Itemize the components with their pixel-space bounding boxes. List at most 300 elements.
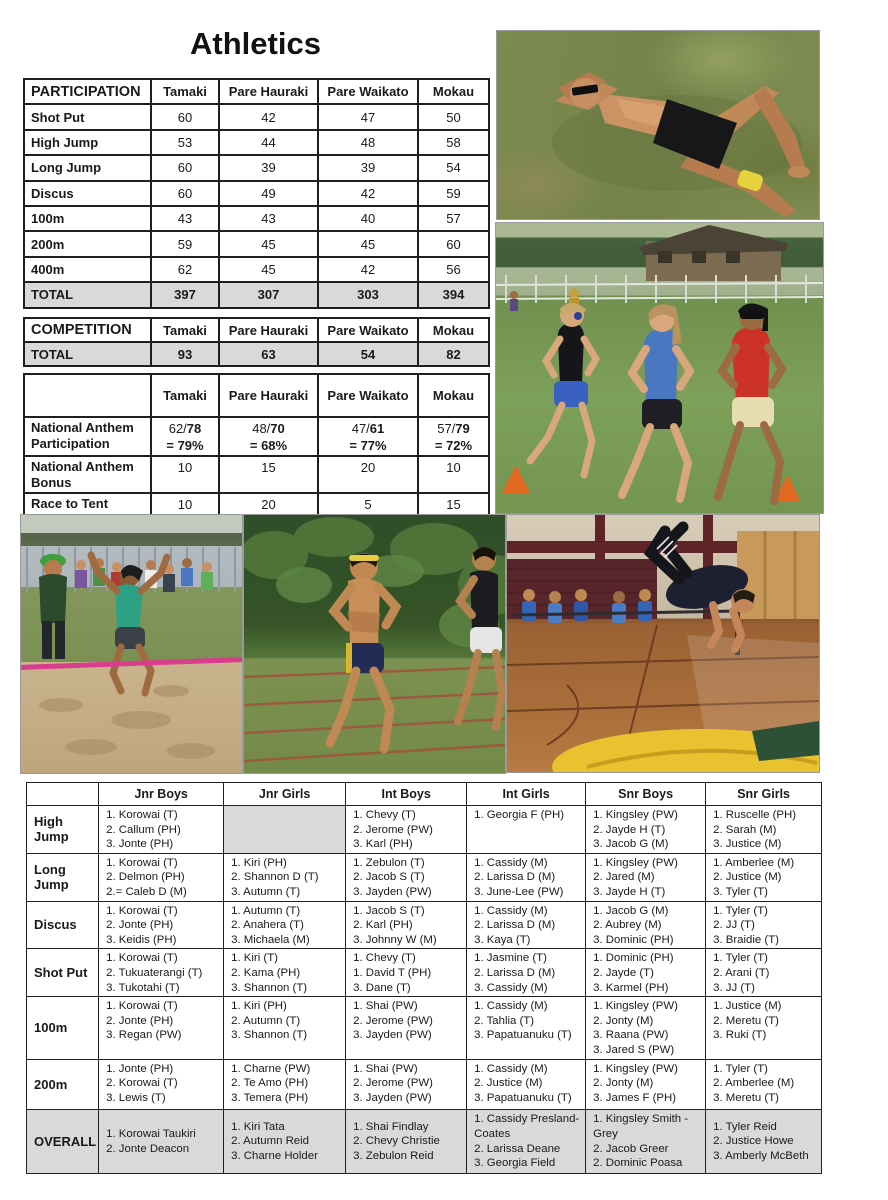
placing-line: 3. Jayden (PW)	[353, 885, 432, 898]
results-row	[27, 997, 822, 1059]
placing-line: 2. Jerome (PW)	[353, 823, 433, 836]
placing-line: 3. Jayden (PW)	[353, 1091, 432, 1104]
placing-line: 2. Jared (M)	[593, 871, 655, 884]
fraction-line	[325, 420, 411, 437]
results-row	[27, 901, 822, 949]
value-cell: 10	[151, 493, 219, 515]
placing-line: 1. Shai (PW)	[353, 1000, 418, 1013]
placing-line: 2. Tahlia (T)	[474, 1014, 535, 1027]
placing-line: 2. Justice (M)	[474, 1077, 543, 1090]
fraction-cell	[418, 417, 489, 456]
results-column-header: Snr Girls	[706, 783, 822, 806]
placings-cell	[467, 997, 586, 1059]
placing-line: 3. Jared S (PW)	[593, 1043, 675, 1056]
placing-line: 3. Tukotahi (T)	[106, 981, 180, 994]
placings-cell	[224, 853, 346, 901]
placing-line: 1. Korowai (T)	[106, 856, 178, 869]
placing-line: 1. Shai Findlay	[353, 1120, 429, 1133]
placing-line: 2. Arani (T)	[713, 966, 770, 979]
value-cell: 57	[418, 206, 489, 231]
placing-line: 2. Jerome (PW)	[353, 1077, 433, 1090]
column-header-pare-waikato: Pare Waikato	[318, 318, 418, 342]
placing-line: 3. Lewis (T)	[106, 1091, 166, 1104]
placing-line: 2. Larissa D (M)	[474, 871, 556, 884]
table-title-cell: COMPETITION	[24, 318, 151, 342]
placing-line: 1. Chevy (T)	[353, 809, 416, 821]
placing-line: 3. Cassidy (M)	[474, 981, 548, 994]
placing-line: 1. Kingsley (PW)	[593, 809, 678, 821]
placings-cell	[467, 901, 586, 949]
table-row	[24, 282, 489, 307]
value-cell: 82	[418, 342, 489, 366]
results-row	[27, 1109, 822, 1173]
value-cell: 60	[418, 231, 489, 256]
placings-cell	[99, 1109, 224, 1173]
results-column-header: Jnr Girls	[224, 783, 346, 806]
placing-line: 2. Autumn Reid	[231, 1135, 310, 1148]
fraction-bold: 79	[455, 421, 470, 436]
table-row	[24, 104, 489, 129]
placing-line: 1. Kiri (PH)	[231, 1000, 287, 1013]
value-cell: 45	[219, 231, 318, 256]
row-label: National Anthem Bonus	[24, 456, 151, 493]
placing-line: 1. Tyler (T)	[713, 1062, 768, 1075]
fraction-result: = 68%	[249, 438, 288, 453]
value-cell: 53	[151, 130, 219, 155]
placing-line: 2. Tukuaterangi (T)	[106, 966, 203, 979]
value-cell: 58	[418, 130, 489, 155]
placings-cell	[586, 997, 706, 1059]
fraction-result: = 79%	[166, 438, 204, 453]
value-cell: 59	[151, 231, 219, 256]
placing-line: 1. Jacob G (M)	[593, 904, 669, 917]
athlete-lying-illustration	[497, 31, 819, 219]
anthem-bonus-table	[23, 373, 490, 516]
value-cell: 54	[318, 342, 418, 366]
column-header-mokau: Mokau	[418, 79, 489, 104]
placing-line: 2. Larissa D (M)	[474, 919, 556, 932]
placing-line: 2. Larissa D (M)	[474, 966, 556, 979]
placing-line: 2. Justice (M)	[713, 871, 782, 884]
fraction-plain: 48/	[252, 421, 271, 436]
placing-line: 1. Georgia F (PH)	[474, 809, 565, 821]
placing-line: 1. Zebulon (T)	[353, 856, 425, 869]
placings-cell	[467, 1059, 586, 1109]
results-row	[27, 806, 822, 854]
placing-line: 3. Kaya (T)	[474, 933, 531, 946]
placing-line: 3. Jayden (PW)	[353, 1029, 432, 1042]
column-header-tamaki: Tamaki	[151, 374, 219, 417]
value-cell: 47	[318, 104, 418, 129]
placing-line: 1. Kiri Tata	[231, 1120, 285, 1133]
placing-line: 3. Dane (T)	[353, 981, 411, 994]
placings-cell	[586, 806, 706, 854]
placing-line: 2. Dominic Poasa	[593, 1157, 683, 1170]
placings-cell	[586, 1109, 706, 1173]
placing-line: 3. Keidis (PH)	[106, 933, 177, 946]
value-cell: 56	[418, 257, 489, 282]
fraction-bold: 70	[270, 421, 285, 436]
placing-line: 1. Cassidy (M)	[474, 1062, 548, 1075]
placing-line: 1. Tyler Reid	[713, 1120, 777, 1133]
placing-line: 2. Aubrey (M)	[593, 919, 662, 932]
placing-line: 3. Autumn (T)	[231, 885, 301, 898]
table-row	[24, 130, 489, 155]
placings-cell	[99, 853, 224, 901]
placing-line: 2. Autumn (T)	[231, 1014, 301, 1027]
results-row-label: Long Jump	[27, 853, 99, 901]
table-row	[24, 342, 489, 366]
placing-line: 1. David T (PH)	[353, 966, 432, 979]
value-cell: 20	[318, 456, 418, 493]
placing-line: 2. Jerome (PW)	[353, 1014, 433, 1027]
placing-line: 1. Cassidy (M)	[474, 1000, 548, 1013]
placing-line: 3. Georgia Field	[474, 1157, 556, 1170]
value-cell: 15	[418, 493, 489, 515]
photo-high-jump-backflip	[506, 514, 820, 773]
column-header-pare-waikato: Pare Waikato	[318, 79, 418, 104]
results-row-label: Shot Put	[27, 949, 99, 997]
placing-line: 2. Shannon D (T)	[231, 871, 319, 884]
placing-line: 2. Jonte (PH)	[106, 1014, 174, 1027]
column-header-mokau: Mokau	[418, 374, 489, 417]
fraction-result: = 72%	[434, 438, 473, 453]
fraction-line	[425, 420, 482, 437]
table-row	[24, 257, 489, 282]
value-cell: 42	[219, 104, 318, 129]
placing-line: 1. Korowai (T)	[106, 952, 178, 965]
placings-cell	[99, 949, 224, 997]
row-label: TOTAL	[24, 342, 151, 366]
placing-line: 1. Cassidy (M)	[474, 856, 548, 869]
value-cell: 60	[151, 181, 219, 206]
barefoot-sprinters-illustration	[244, 515, 505, 773]
placing-line: 2. Sarah (M)	[713, 823, 777, 836]
value-cell: 20	[219, 493, 318, 515]
value-cell: 48	[318, 130, 418, 155]
table-row	[24, 155, 489, 180]
placings-cell	[467, 853, 586, 901]
placing-line: 1. Cassidy (M)	[474, 904, 548, 917]
placing-line: 3. Papatuanuku (T)	[474, 1029, 572, 1042]
value-cell: 63	[219, 342, 318, 366]
placings-cell	[99, 806, 224, 854]
value-cell: 45	[219, 257, 318, 282]
column-header-pare-hauraki: Pare Hauraki	[219, 318, 318, 342]
fraction-plain: 57/	[437, 421, 456, 436]
table-row	[24, 456, 489, 493]
value-cell: 54	[418, 155, 489, 180]
row-label: 200m	[24, 231, 151, 256]
placing-line: 2. Chevy Christie	[353, 1135, 440, 1148]
value-cell: 43	[219, 206, 318, 231]
placing-line: 2. Te Amo (PH)	[231, 1077, 309, 1090]
column-header-pare-waikato: Pare Waikato	[318, 374, 418, 417]
value-cell: 39	[219, 155, 318, 180]
column-header-tamaki: Tamaki	[151, 318, 219, 342]
placing-line: 2. Meretu (T)	[713, 1014, 779, 1027]
placing-line: 2. Jonty (M)	[593, 1014, 654, 1027]
placing-line: 3. Charne Holder	[231, 1149, 318, 1162]
photo-girls-sprint-race	[495, 222, 824, 514]
value-cell: 397	[151, 282, 219, 307]
placing-line: 1. Cassidy Presland-Coates	[474, 1113, 580, 1140]
placing-line: 2. Karl (PH)	[353, 919, 413, 932]
value-cell: 42	[318, 181, 418, 206]
placing-line: 2. Jonte (PH)	[106, 919, 174, 932]
fraction-cell	[219, 417, 318, 456]
value-cell: 5	[318, 493, 418, 515]
results-row-label: 200m	[27, 1059, 99, 1109]
placing-line: 3. Shannon (T)	[231, 981, 308, 994]
fraction-cell	[151, 417, 219, 456]
value-cell: 49	[219, 181, 318, 206]
placing-line: 1. Amberlee (M)	[713, 856, 795, 869]
placings-cell	[99, 901, 224, 949]
placing-line: 3. Ruki (T)	[713, 1029, 767, 1042]
placings-cell	[346, 1059, 467, 1109]
anthem-table-grid	[23, 373, 490, 516]
table-row	[24, 206, 489, 231]
results-column-header: Snr Boys	[586, 783, 706, 806]
placings-cell	[99, 997, 224, 1059]
column-header-pare-hauraki: Pare Hauraki	[219, 79, 318, 104]
placing-line: 3. Johnny W (M)	[353, 933, 437, 946]
placings-cell	[586, 949, 706, 997]
page-title: Athletics	[190, 26, 321, 61]
placings-cell	[346, 853, 467, 901]
results-header-row	[27, 783, 822, 806]
row-label: TOTAL	[24, 282, 151, 307]
placing-line: 3. JJ (T)	[713, 981, 755, 994]
results-row-label: Discus	[27, 901, 99, 949]
placing-line: 1. Kiri (T)	[231, 952, 278, 965]
column-header-mokau: Mokau	[418, 318, 489, 342]
value-cell: 10	[151, 456, 219, 493]
placing-line: 2. Delmon (PH)	[106, 871, 185, 884]
placing-line: 2. Larissa Deane	[474, 1142, 561, 1155]
row-label: 400m	[24, 257, 151, 282]
placing-line: 3. Raana (PW)	[593, 1029, 669, 1042]
value-cell: 44	[219, 130, 318, 155]
placing-line: 3. Karmel (PH)	[593, 981, 669, 994]
placing-line: 2. Jayde H (T)	[593, 823, 666, 836]
competition-table-grid	[23, 317, 490, 367]
placings-cell	[706, 853, 822, 901]
results-row	[27, 853, 822, 901]
placings-cell	[224, 1059, 346, 1109]
value-cell: 59	[418, 181, 489, 206]
row-label: National Anthem Participation	[24, 417, 151, 456]
placings-cell	[467, 1109, 586, 1173]
placing-line: 2. JJ (T)	[713, 919, 755, 932]
placings-cell	[706, 806, 822, 854]
value-cell: 42	[318, 257, 418, 282]
placings-cell	[706, 1059, 822, 1109]
results-row	[27, 1059, 822, 1109]
value-cell: 43	[151, 206, 219, 231]
results-row-label: OVERALL	[27, 1109, 99, 1173]
placing-line: 1. Shai (PW)	[353, 1062, 418, 1075]
placing-line: 3. June-Lee (PW)	[474, 885, 564, 898]
photo-long-jump-landing	[20, 514, 243, 774]
placing-line: 2. Jayde (T)	[593, 966, 654, 979]
value-cell: 307	[219, 282, 318, 307]
placings-cell	[467, 806, 586, 854]
placing-line: 3. Jonte (PH)	[106, 838, 174, 851]
placing-line: 1. Jonte (PH)	[106, 1062, 174, 1075]
placing-line: 3. Shannon (T)	[231, 1029, 308, 1042]
placings-cell	[346, 806, 467, 854]
placing-line: 1. Jasmine (T)	[474, 952, 547, 965]
value-cell: 60	[151, 104, 219, 129]
placing-line: 1. Dominic (PH)	[593, 952, 674, 965]
fraction-result: = 77%	[349, 438, 387, 453]
placings-cell	[586, 1059, 706, 1109]
placings-cell	[467, 949, 586, 997]
header-row	[24, 374, 489, 417]
results-column-header: Jnr Boys	[99, 783, 224, 806]
table-row	[24, 493, 489, 515]
placing-line: 1. Justice (M)	[713, 1000, 782, 1013]
placing-line: 3. Meretu (T)	[713, 1091, 779, 1104]
table-row	[24, 231, 489, 256]
placings-cell	[224, 997, 346, 1059]
placing-line: 2. Jonty (M)	[593, 1077, 654, 1090]
fraction-plain: 62/	[168, 421, 187, 436]
placings-cell	[346, 1109, 467, 1173]
header-row	[24, 318, 489, 342]
fraction-bold: 61	[369, 421, 385, 436]
placing-line: 3. Michaela (M)	[231, 933, 310, 946]
header-row	[24, 79, 489, 104]
placing-line: 1. Kingsley (PW)	[593, 1062, 678, 1075]
placing-line: 1. Kingsley (PW)	[593, 856, 678, 869]
results-column-header	[27, 783, 99, 806]
placing-line: 3. Amberly McBeth	[713, 1149, 809, 1162]
fraction-cell	[318, 417, 418, 456]
value-cell: 15	[219, 456, 318, 493]
placings-cell	[224, 806, 346, 854]
placing-line: 1. Kingsley (PW)	[593, 1000, 678, 1013]
competition-table	[23, 317, 490, 367]
placing-line: 1. Korowai (T)	[106, 809, 178, 821]
placing-line: 2. Jonte Deacon	[106, 1142, 190, 1155]
placing-line: 3. James F (PH)	[593, 1091, 677, 1104]
row-label: Long Jump	[24, 155, 151, 180]
value-cell: 39	[318, 155, 418, 180]
placings-cell	[99, 1059, 224, 1109]
value-cell: 40	[318, 206, 418, 231]
placing-line: 3. Regan (PW)	[106, 1029, 182, 1042]
row-label: Shot Put	[24, 104, 151, 129]
value-cell: 93	[151, 342, 219, 366]
participation-table-grid	[23, 78, 490, 309]
placings-cell	[346, 901, 467, 949]
placings-cell	[224, 949, 346, 997]
results-row-label: 100m	[27, 997, 99, 1059]
participation-table	[23, 78, 490, 309]
placing-line: 1. Kiri (PH)	[231, 856, 287, 869]
placings-cell	[224, 1109, 346, 1173]
placing-line: 3. Braidie (T)	[713, 933, 779, 946]
placing-line: 3. Tyler (T)	[713, 885, 768, 898]
results-row-label: High Jump	[27, 806, 99, 854]
fraction-plain: 47/	[351, 421, 370, 436]
placing-line: 1. Chevy (T)	[353, 952, 416, 965]
placing-line: 2. Jacob Greer	[593, 1142, 669, 1155]
fraction-bold: 78	[186, 421, 202, 436]
placing-line: 3. Justice (M)	[713, 838, 782, 851]
table-title-cell: PARTICIPATION	[24, 79, 151, 104]
placings-cell	[706, 1109, 822, 1173]
placing-line: 3. Temera (PH)	[231, 1091, 309, 1104]
value-cell: 45	[318, 231, 418, 256]
fraction-line	[226, 420, 311, 437]
row-label: High Jump	[24, 130, 151, 155]
results-row	[27, 949, 822, 997]
column-header-tamaki: Tamaki	[151, 79, 219, 104]
sprint-race-illustration	[496, 223, 823, 513]
placing-line: 1. Autumn (T)	[231, 904, 301, 917]
placing-line: 3. Karl (PH)	[353, 838, 413, 851]
value-cell: 303	[318, 282, 418, 307]
row-label: Discus	[24, 181, 151, 206]
placing-line: 1. Korowai (T)	[106, 904, 178, 917]
value-cell: 50	[418, 104, 489, 129]
placings-cell	[586, 901, 706, 949]
table-row	[24, 181, 489, 206]
placing-line: 1. Korowai (T)	[106, 1000, 178, 1013]
placing-line: 1. Korowai Taukiri	[106, 1127, 196, 1140]
placing-line: 1. Ruscelle (PH)	[713, 809, 797, 821]
value-cell: 10	[418, 456, 489, 493]
long-jump-illustration	[21, 515, 242, 773]
placing-line: 2. Justice Howe	[713, 1135, 794, 1148]
placings-cell	[706, 901, 822, 949]
placing-line: 2. Jacob S (T)	[353, 871, 425, 884]
row-label: 100m	[24, 206, 151, 231]
value-cell: 62	[151, 257, 219, 282]
column-header-pare-hauraki: Pare Hauraki	[219, 374, 318, 417]
placing-line: 2. Korowai (T)	[106, 1077, 178, 1090]
table-row	[24, 417, 489, 456]
value-cell: 394	[418, 282, 489, 307]
placing-line: 1. Jacob S (T)	[353, 904, 425, 917]
placings-cell	[346, 997, 467, 1059]
placing-line: 1. Charne (PW)	[231, 1062, 311, 1075]
results-table-grid	[26, 782, 822, 1174]
placing-line: 1. Tyler (T)	[713, 952, 768, 965]
high-jump-illustration	[507, 515, 819, 772]
placing-line: 3. Papatuanuku (T)	[474, 1091, 572, 1104]
placing-line: 3. Zebulon Reid	[353, 1149, 434, 1162]
placing-line: 2. Callum (PH)	[106, 823, 181, 836]
results-table	[26, 782, 822, 1174]
placing-line: 1. Kingsley Smith - Grey	[593, 1113, 689, 1140]
placings-cell	[586, 853, 706, 901]
photo-barefoot-sprinters	[243, 514, 506, 774]
value-cell: 60	[151, 155, 219, 180]
placing-line: 2. Amberlee (M)	[713, 1077, 795, 1090]
fraction-line	[158, 420, 212, 437]
placing-line: 2. Kama (PH)	[231, 966, 301, 979]
placing-line: 3. Jacob G (M)	[593, 838, 669, 851]
placings-cell	[706, 949, 822, 997]
placings-cell	[706, 997, 822, 1059]
placing-line: 3. Jayde H (T)	[593, 885, 666, 898]
results-column-header: Int Girls	[467, 783, 586, 806]
